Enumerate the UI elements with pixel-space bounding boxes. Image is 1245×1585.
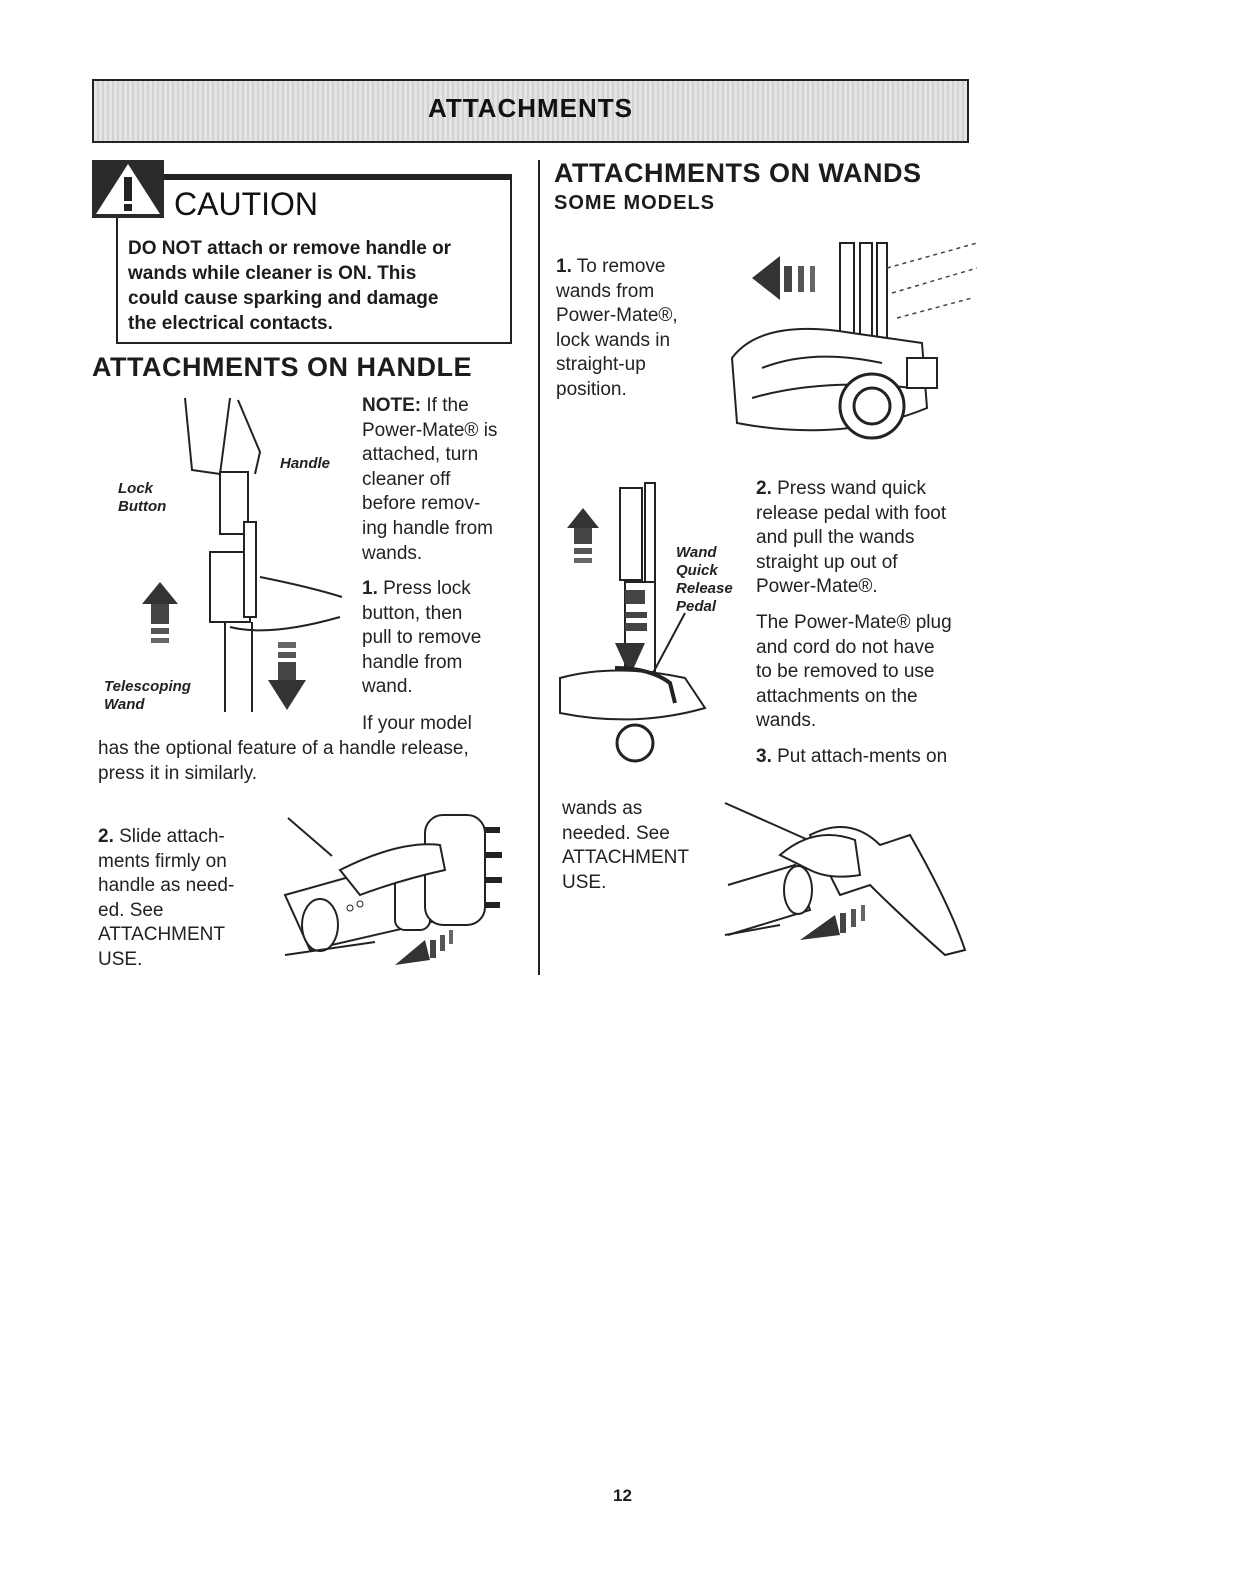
right-step-3-start: 3. Put attach-ments on xyxy=(756,746,948,767)
caution-text xyxy=(128,236,498,336)
model-line: If your model xyxy=(362,713,472,734)
lock-label: Lock xyxy=(118,480,154,497)
crevice-tool-illustration xyxy=(720,795,970,965)
right-step-1: 1. To remove wands from Power-Mate®, lock wands in straight-up position. xyxy=(556,256,678,400)
right-step-3-rest: wands as needed. See ATTACHMENT USE. xyxy=(562,798,690,893)
caution-top-rule xyxy=(116,176,512,180)
caution-line: DO NOT attach or remove handle or xyxy=(128,238,452,259)
wands-heading: ATTACHMENTS ON WANDS xyxy=(554,158,922,188)
wand-release-label-2: Quick xyxy=(676,562,718,579)
left-step-1: 1. Press lock button, then pull to remove handle from wand. xyxy=(362,578,482,698)
column-divider xyxy=(538,160,540,975)
caution-line: the electrical contacts. xyxy=(128,313,333,334)
plug-note: The Power-Mate® plug and cord do not have to be removed to use attachments on the wands. xyxy=(756,612,952,732)
section-banner xyxy=(92,79,969,143)
power-mate-illustration xyxy=(722,238,984,460)
note-text: NOTE: If the Power-Mate® is attached, turn cleaner off before remov- ing handle from wands. xyxy=(362,395,498,564)
wand-release-label-1: Wand xyxy=(676,544,717,561)
banner-title: ATTACHMENTS xyxy=(427,93,633,123)
caution-title: CAUTION xyxy=(174,186,318,222)
telescoping-label: Telescoping xyxy=(104,678,191,695)
wand-release-label-3: Release xyxy=(676,580,733,597)
left-step-2: 2. Slide attach- ments firmly on handle as need- ed. See ATTACHMENT USE. xyxy=(98,826,235,970)
page-number: 12 xyxy=(613,1486,632,1505)
handle-heading: ATTACHMENTS ON HANDLE xyxy=(92,352,472,382)
right-step-2: 2. Press wand quick release pedal with foot and pull the wands straight up out of Power-Mate®. xyxy=(756,478,947,598)
warning-triangle-icon xyxy=(92,160,164,218)
handle-removal-illustration xyxy=(110,392,350,722)
caution-line: could cause sparking and damage xyxy=(128,288,439,309)
wand-release-illustration xyxy=(555,478,725,768)
wand-release-label-4: Pedal xyxy=(676,598,717,615)
caution-line: wands while cleaner is ON. This xyxy=(128,263,417,284)
note-label: NOTE: xyxy=(362,395,422,416)
handle-release-text: has the optional feature of a handle release, press it in similarly. xyxy=(98,738,469,784)
handle-label: Handle xyxy=(280,455,331,472)
wand-label: Wand xyxy=(104,696,145,713)
wands-subheading: SOME MODELS xyxy=(554,192,716,214)
warning-badge xyxy=(92,160,164,218)
brush-attach-illustration xyxy=(280,800,510,975)
button-label: Button xyxy=(118,498,167,515)
